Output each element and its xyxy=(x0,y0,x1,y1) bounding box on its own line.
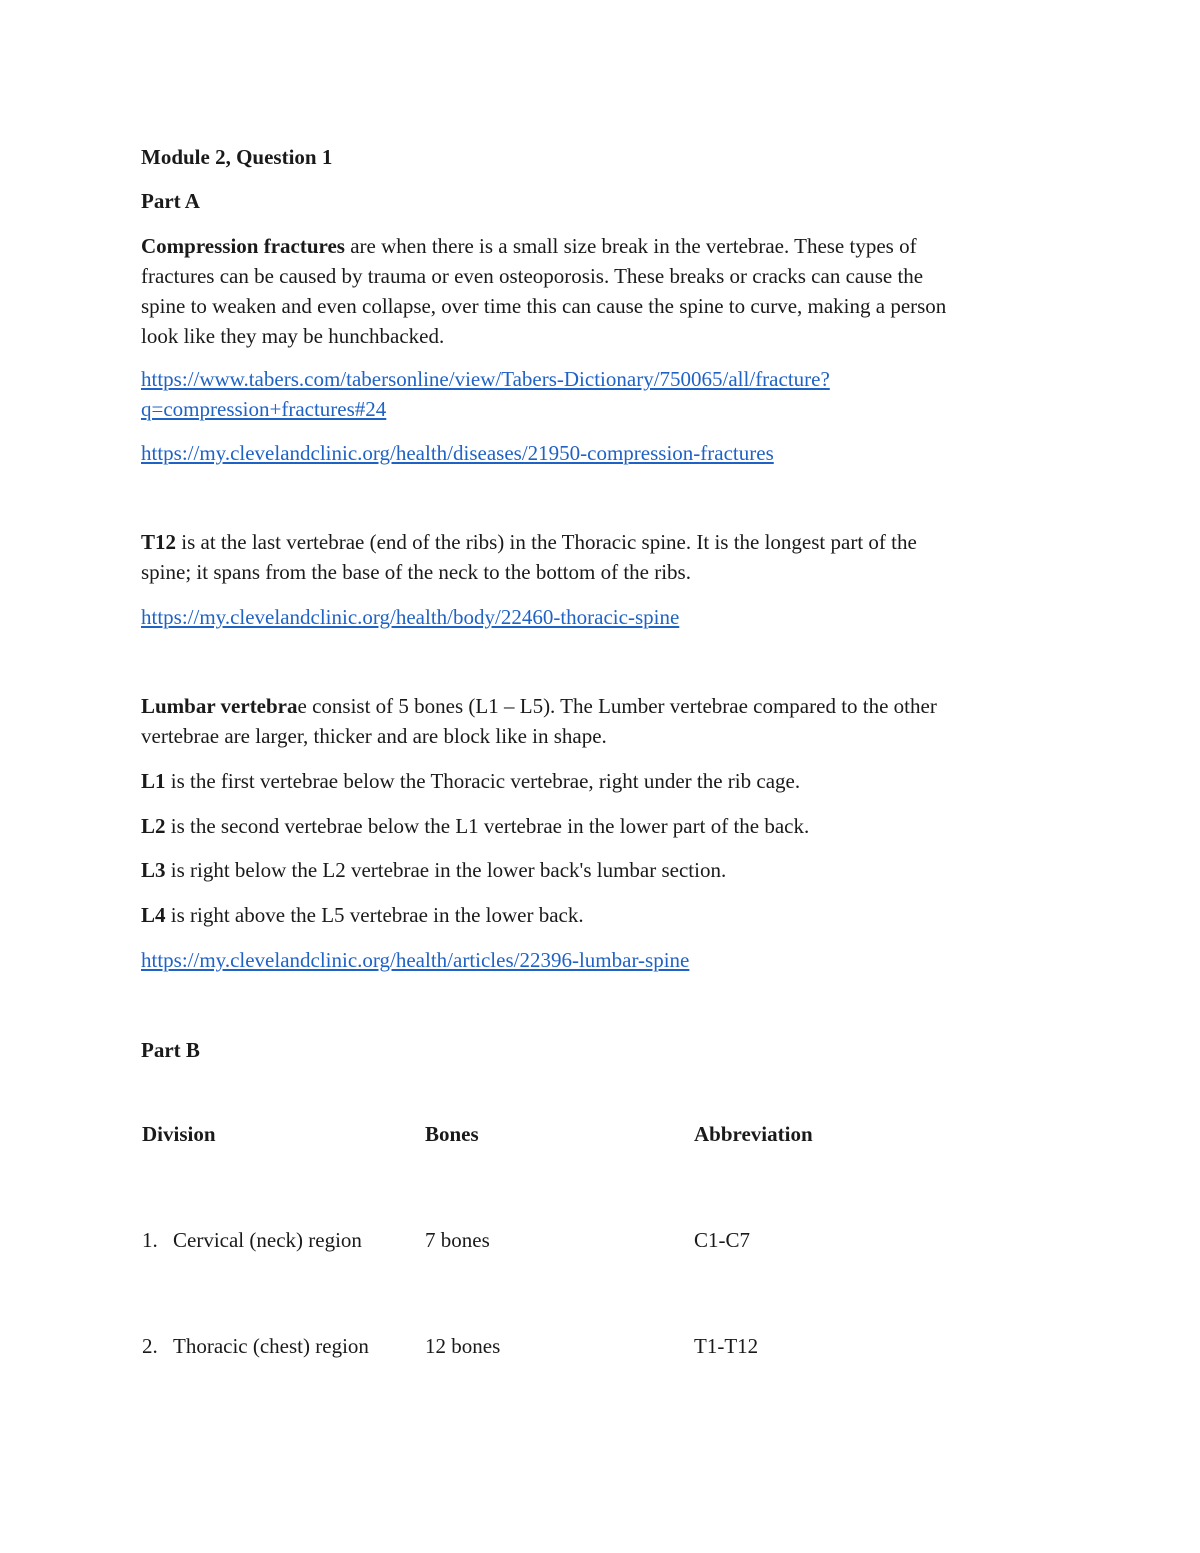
compression-fractures-link-block xyxy=(141,438,1061,468)
table-row-2-bones: 12 bones xyxy=(425,1334,501,1358)
compression-term: Compression fractures xyxy=(141,234,345,258)
t12-line-2: spine; it spans from the base of the neck to the bottom of the ribs. xyxy=(141,560,691,584)
lumbar-term: Lumbar vertebra xyxy=(141,694,298,718)
column-header-division: Division xyxy=(142,1122,216,1146)
lumbar-line-2: vertebrae are larger, thicker and are block like in shape. xyxy=(141,724,607,748)
lumbar-link-block xyxy=(141,945,1061,975)
compression-paragraph xyxy=(141,231,1061,351)
l1-term: L1 xyxy=(141,769,166,793)
thoracic-spine-link[interactable]: https://my.clevelandclinic.org/health/body/22460-thoracic-spine xyxy=(141,605,680,629)
table-row-1-abbreviation: C1-C7 xyxy=(694,1228,751,1252)
lumbar-paragraph xyxy=(141,691,1061,751)
compression-line-4: look like they may be hunchbacked. xyxy=(141,324,445,348)
column-header-bones: Bones xyxy=(425,1122,479,1146)
l2-term: L2 xyxy=(141,814,166,838)
compression-line-2: fractures can be caused by trauma or even osteoporosis. These breaks or cracks can cause the xyxy=(141,264,924,288)
row-2-number: 2. xyxy=(142,1334,158,1358)
l4-term: L4 xyxy=(141,903,166,927)
part-b-heading: Part B xyxy=(141,1038,200,1062)
table-row-2-abbreviation: T1-T12 xyxy=(694,1334,759,1358)
lumbar-item-l4 xyxy=(141,900,1061,930)
tabers-link[interactable] xyxy=(141,364,1061,424)
tabers-link-line-1[interactable]: https://www.tabers.com/tabersonline/view/Tabers-Dictionary/750065/all/fracture? xyxy=(141,367,830,391)
tabers-link-line-2[interactable]: q=compression+fractures#24 xyxy=(141,397,387,421)
row-1-number: 1. xyxy=(142,1228,158,1252)
lumbar-line-1: Lumbar vertebrae consist of 5 bones (L1 – L5). The Lumber vertebrae compared to the other xyxy=(141,694,937,718)
t12-line-1: T12 is at the last vertebrae (end of the ribs) in the Thoracic spine. It is the longest part of the xyxy=(141,530,917,554)
t12-term: T12 xyxy=(141,530,177,554)
part-a-heading: Part A xyxy=(141,189,200,213)
compression-line-1: Compression fractures are when there is a small size break in the vertebrae. These types of xyxy=(141,234,917,258)
lumbar-item-l2 xyxy=(141,811,1061,841)
column-header-abbreviation: Abbreviation xyxy=(694,1122,813,1146)
thoracic-link-block xyxy=(141,602,1061,632)
lumbar-item-l3 xyxy=(141,855,1061,885)
compression-line-3: spine to weaken and even collapse, over time this can cause the spine to curve, making a person xyxy=(141,294,947,318)
t12-paragraph xyxy=(141,527,1061,587)
compression-fractures-link[interactable]: https://my.clevelandclinic.org/health/diseases/21950-compression-fractures xyxy=(141,441,774,465)
l3-term: L3 xyxy=(141,858,166,882)
l4-text: is right above the L5 vertebrae in the lower back. xyxy=(165,903,584,927)
table-row-2-division: 2. Thoracic (chest) region xyxy=(142,1331,369,1361)
document-title: Module 2, Question 1 xyxy=(141,145,333,169)
table-row-1-bones: 7 bones xyxy=(425,1228,490,1252)
l2-text: is the second vertebrae below the L1 vertebrae in the lower part of the back. xyxy=(165,814,810,838)
l3-text: is right below the L2 vertebrae in the lower back's lumbar section. xyxy=(165,858,727,882)
lumbar-item-l1 xyxy=(141,766,1061,796)
table-row-1-division: 1. Cervical (neck) region xyxy=(142,1225,362,1255)
lumbar-spine-link[interactable]: https://my.clevelandclinic.org/health/articles/22396-lumbar-spine xyxy=(141,948,690,972)
l1-text: is the first vertebrae below the Thoracic vertebrae, right under the rib cage. xyxy=(165,769,801,793)
